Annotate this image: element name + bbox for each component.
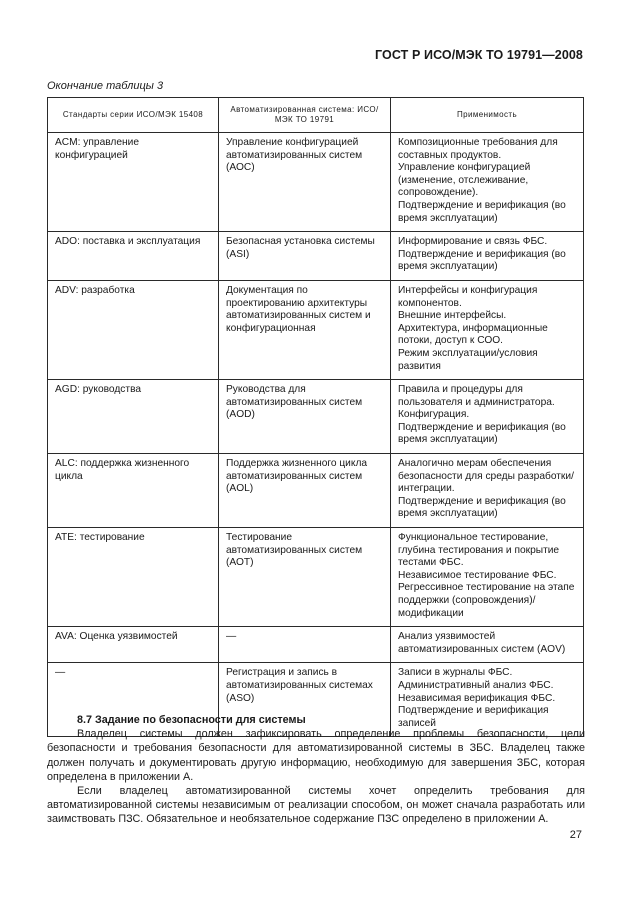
cell-applicability: [391, 232, 584, 281]
cell-system-class: Регистрация и запись в автоматизированных системах (ASO): [219, 663, 391, 737]
applicability-line: Регрессивное тестирование на этапе поддержки (сопровождения)/модификации: [398, 582, 575, 619]
applicability-line: Подтверждение и верификация (во время эксплуатации): [398, 248, 566, 273]
page-number: 27: [569, 829, 582, 841]
paragraph: Если владелец автоматизированной системы хочет определить требования для автоматизированной системы независимым от реализации способом, он может сначала разработать или заимствовать ПЗС. Обязательное и необязательное содержание ПЗС определено в приложении А.: [47, 785, 585, 826]
applicability-line: Интерфейсы и конфигурация компонентов.: [398, 284, 538, 309]
applicability-line: Анализ уязвимостей автоматизированных систем (AOV): [398, 631, 566, 655]
cell-standard-class: ADO: поставка и эксплуатация: [48, 232, 219, 281]
cell-applicability: [391, 528, 584, 627]
table-row: [48, 380, 584, 454]
cell-applicability: [391, 280, 584, 379]
table-row: [48, 280, 584, 379]
cell-system-class: Документация по проектированию архитектуры автоматизированных систем и конфигурационная: [219, 280, 391, 379]
paragraph: Владелец системы должен зафиксировать определение проблемы безопасности, цели безопасности и требования безопасности для автоматизированной системы в ЗБС. Владелец также должен получать и документировать другую информацию, необходимую для завершения ЗБС, которая определена в приложении А.: [47, 728, 585, 783]
cell-standard-class: ADV: разработка: [48, 280, 219, 379]
section-title: 8.7 Задание по безопасности для системы: [77, 714, 306, 726]
cell-applicability: [391, 627, 584, 663]
cell-system-class: Поддержка жизненного цикла автоматизированных систем (AOL): [219, 454, 391, 528]
applicability-line: Конфигурация.: [398, 409, 470, 421]
applicability-line: Независимая верификация ФБС.: [398, 692, 556, 704]
column-header-iso19791: Автоматизированная система: ИСО/МЭК ТО 19791: [219, 98, 391, 133]
section-8-7: [47, 713, 585, 827]
applicability-line: Подтверждение и верификация записей: [398, 705, 549, 729]
column-header-applicability: Применимость: [391, 98, 584, 133]
cell-standard-class: —: [48, 663, 219, 737]
document-header: ГОСТ Р ИСО/МЭК ТО 19791—2008: [375, 48, 583, 62]
table-row: [48, 528, 584, 627]
cell-applicability: [391, 380, 584, 454]
applicability-line: Управление конфигурацией (изменение, отслеживание, сопровождение).: [398, 162, 531, 199]
cell-applicability: [391, 454, 584, 528]
table-row: [48, 232, 584, 281]
applicability-line: Правила и процедуры для пользователя и администратора.: [398, 384, 555, 408]
applicability-line: Режим эксплуатации/условия развития: [398, 347, 538, 372]
applicability-line: Функциональное тестирование, глубина тестирования и покрытие тестами ФБС.: [398, 532, 560, 569]
cell-standard-class: ATE: тестирование: [48, 528, 219, 627]
cell-system-class: Руководства для автоматизированных систем (AOD): [219, 380, 391, 454]
applicability-line: Независимое тестирование ФБС.: [398, 569, 557, 581]
applicability-line: Подтверждение и верификация (во время эксплуатации): [398, 495, 566, 520]
column-header-iso15408: Стандарты серии ИСО/МЭК 15408: [48, 98, 219, 133]
cell-system-class: Тестирование автоматизированных систем (АОТ): [219, 528, 391, 627]
applicability-line: Подтверждение и верификация (во время эксплуатации): [398, 421, 566, 446]
table-row: [48, 627, 584, 663]
cell-applicability: [391, 133, 584, 232]
table-caption: Окончание таблицы 3: [47, 80, 164, 92]
cell-standard-class: AGD: руководства: [48, 380, 219, 454]
table-row: [48, 133, 584, 232]
cell-standard-class: ALC: поддержка жизненного цикла: [48, 454, 219, 528]
cell-system-class: Безопасная установка системы (ASI): [219, 232, 391, 281]
applicability-line: Внешние интерфейсы.: [398, 310, 507, 322]
cell-system-class: Управление конфигурацией автоматизированных систем (АОС): [219, 133, 391, 232]
applicability-line: Подтверждение и верификация (во время эксплуатации): [398, 199, 566, 224]
table-row: [48, 454, 584, 528]
cell-standard-class: ACM: управление конфигурацией: [48, 133, 219, 232]
table-header-row: [48, 98, 584, 133]
applicability-line: Композиционные требования для составных продуктов.: [398, 137, 558, 161]
applicability-line: Административный анализ ФБС.: [398, 679, 554, 691]
applicability-table: [47, 97, 584, 737]
cell-system-class: —: [219, 627, 391, 663]
cell-standard-class: AVA: Оценка уязвимостей: [48, 627, 219, 663]
applicability-line: Архитектура, информационные потоки, доступ к СОО.: [398, 322, 548, 347]
applicability-line: Информирование и связь ФБС.: [398, 236, 548, 248]
applicability-line: Записи в журналы ФБС.: [398, 667, 513, 679]
applicability-line: Аналогично мерам обеспечения безопасности для среды разработки/интеграции.: [398, 458, 574, 495]
